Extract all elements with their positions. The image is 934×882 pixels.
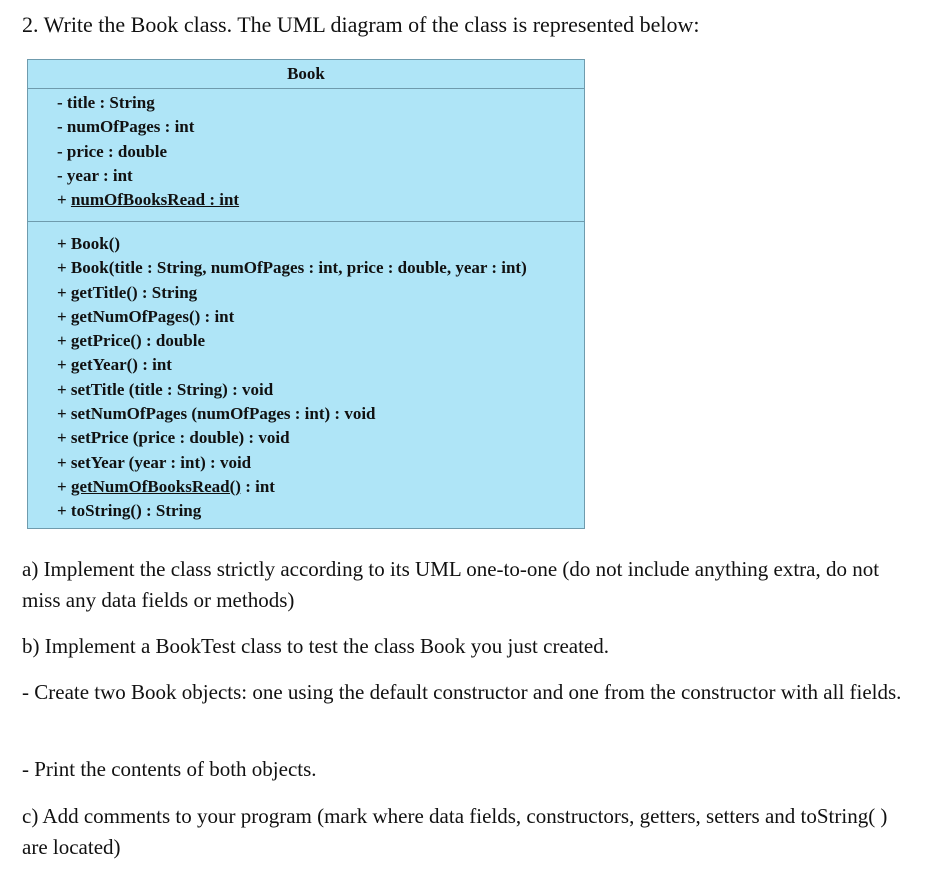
uml-method: + setTitle (title : String) : void <box>57 379 274 399</box>
uml-class-diagram <box>27 59 585 529</box>
uml-static-method-return: : int <box>240 476 275 496</box>
task-b-item-1: - Create two Book objects: one using the default constructor and one from the constructor with all fields. <box>22 680 902 704</box>
uml-attribute: - title : String <box>57 93 155 112</box>
uml-attribute: - price : double <box>57 141 168 161</box>
uml-attributes-section <box>28 89 584 222</box>
uml-class-name: Book <box>28 60 584 89</box>
uml-method: + setPrice (price : double) : void <box>57 428 290 448</box>
uml-visibility-marker: + <box>57 476 71 496</box>
uml-method: + Book() <box>57 234 121 253</box>
uml-method: + getPrice() : double <box>57 331 206 351</box>
task-b-item-2: - Print the contents of both objects. <box>22 757 317 781</box>
uml-attribute: - year : int <box>57 165 133 185</box>
uml-method: + setYear (year : int) : void <box>57 452 252 472</box>
uml-method: + Book(title : String, numOfPages : int, price : double, year : int) <box>57 258 527 278</box>
task-c: c) Add comments to your program (mark where data fields, constructors, getters, setters and toString( ) are located) <box>22 804 888 859</box>
uml-method: + getNumOfPages() : int <box>57 306 235 326</box>
uml-static-method <box>57 475 584 499</box>
question-heading: 2. Write the Book class. The UML diagram of the class is represented below: <box>22 12 700 37</box>
uml-method: + toString() : String <box>57 501 202 521</box>
uml-methods-section <box>28 222 584 524</box>
uml-static-attribute-name: numOfBooksRead : int <box>70 190 240 210</box>
uml-static-method-name: getNumOfBooksRead() <box>70 476 241 496</box>
uml-method: + getTitle() : String <box>57 282 198 302</box>
task-a: a) Implement the class strictly according to its UML one-to-one (do not include anything extra, do not miss any data fields or methods) <box>22 557 880 612</box>
uml-method: + getYear() : int <box>57 355 172 375</box>
task-b: b) Implement a BookTest class to test the class Book you just created. <box>22 634 609 658</box>
uml-visibility-marker: + <box>57 190 71 210</box>
uml-attribute: - numOfPages : int <box>57 117 195 137</box>
uml-method: + setNumOfPages (numOfPages : int) : void <box>57 404 376 424</box>
uml-static-attribute <box>57 188 584 212</box>
